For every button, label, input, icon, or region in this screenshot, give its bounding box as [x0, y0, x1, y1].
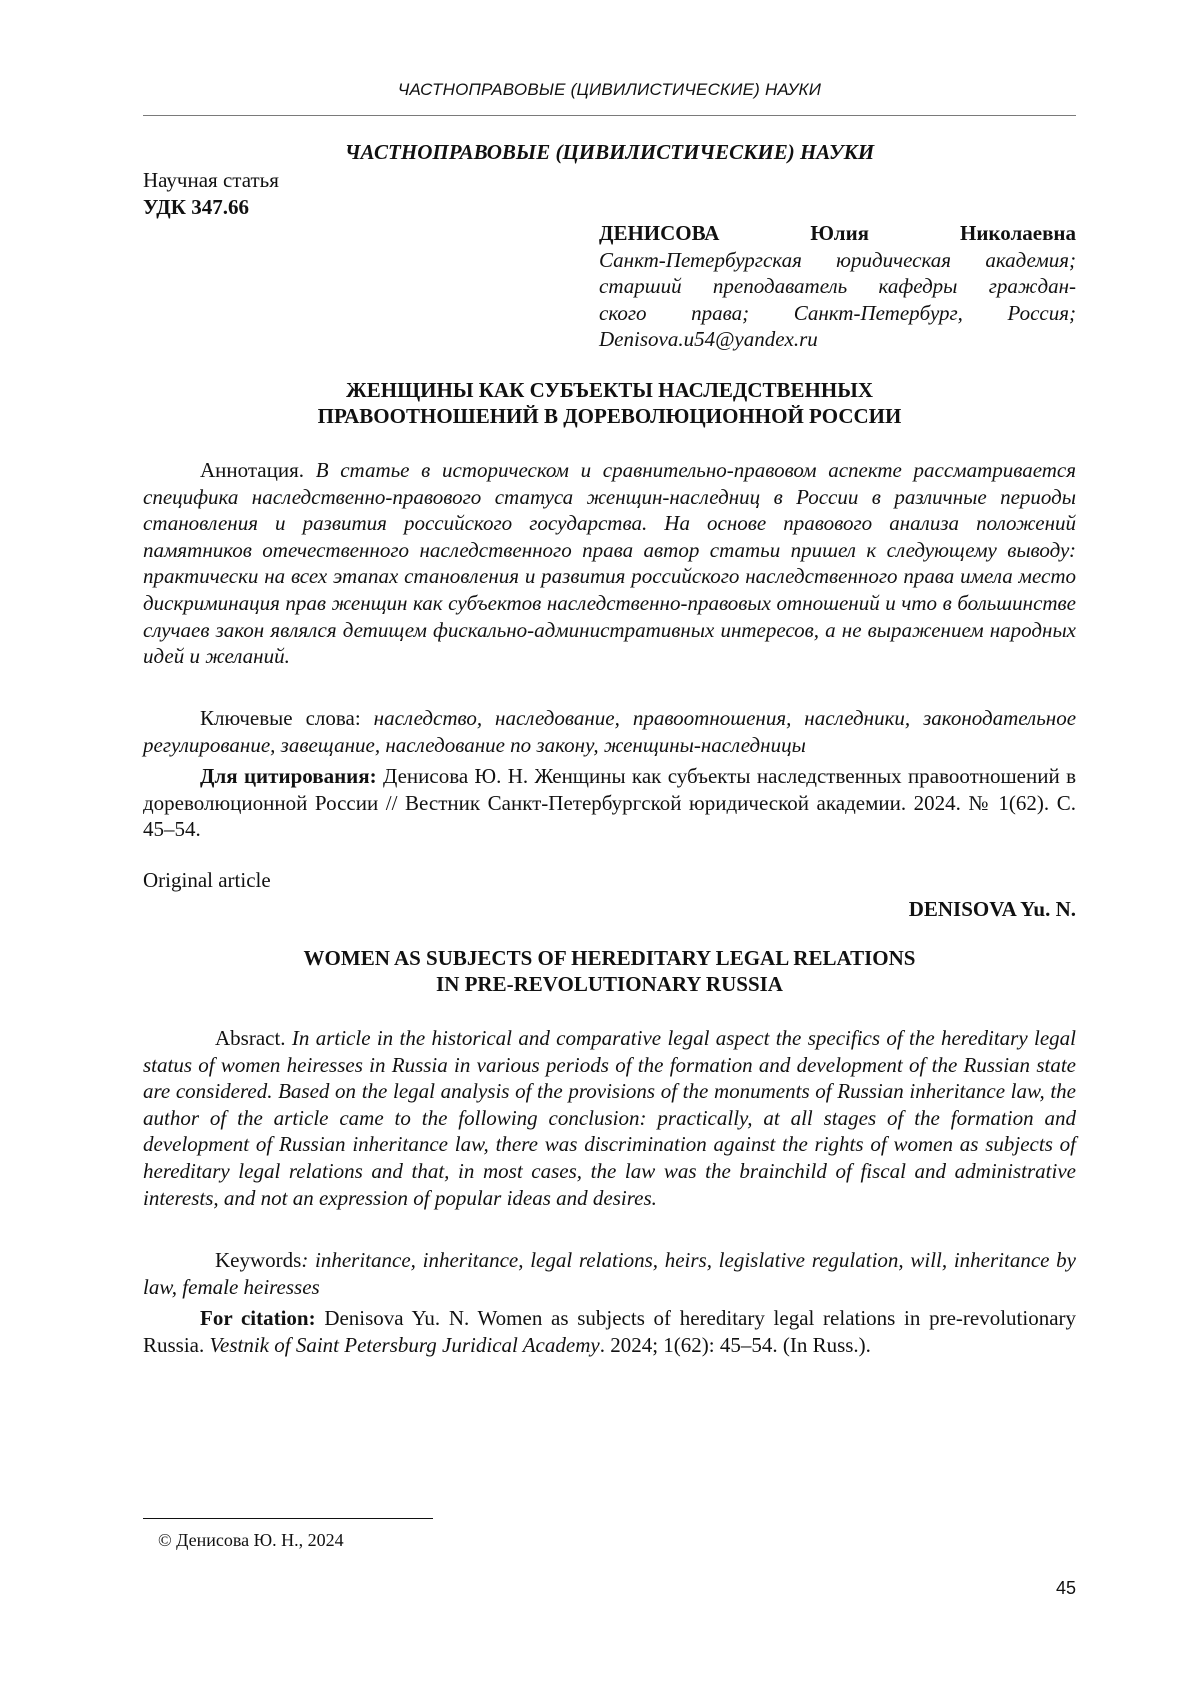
- keywords-ru: [143, 705, 1076, 758]
- abstract-text-en: In article in the historical and comparative legal aspect the specifics of the hereditary legal status of women heiresses in Russia in various periods of the formation and development of the Russian state are considered. Based on the legal analysis of the provisions of the monuments of Russian inheritance law, the author of the article came to the following conclusion: practically, at all stages of the formation and development of Russian inheritance law, there was discrimination against the rights of women as subjects of hereditary legal relations and that, in most cases, the law was the brainchild of fiscal and administrative interests, and not an expression of popular ideas and desires.: [143, 1026, 1076, 1210]
- author-name-ru: [599, 220, 1076, 247]
- article-title-ru: [143, 377, 1076, 429]
- keywords-label-en: Keywords: [215, 1248, 302, 1272]
- citation-ru: [143, 763, 1076, 843]
- title-line: IN PRE-REVOLUTIONARY RUSSIA: [436, 972, 783, 996]
- article-title-en: [143, 945, 1076, 997]
- citation-tail-en: . 2024; 1(62): 45–54. (In Russ.).: [599, 1332, 871, 1357]
- author-patronymic: Николаевна: [959, 221, 1077, 245]
- abstract-label-ru: Аннотация.: [200, 458, 305, 482]
- citation-en: [143, 1305, 1076, 1358]
- section-title: ЧАСТНОПРАВОВЫЕ (ЦИВИЛИСТИЧЕСКИЕ) НАУКИ: [344, 140, 875, 164]
- affiliation-line: старший преподаватель кафедры граждан-: [599, 274, 1076, 298]
- title-line: ПРАВООТНОШЕНИЙ В ДОРЕВОЛЮЦИОННОЙ РОССИИ: [317, 404, 902, 428]
- title-line: WOMEN AS SUBJECTS OF HEREDITARY LEGAL RELATIONS: [303, 946, 916, 970]
- author-affiliation: [599, 247, 1076, 353]
- author-email: Denisova.u54@yandex.ru: [599, 327, 818, 351]
- running-header: ЧАСТНОПРАВОВЫЕ (ЦИВИЛИСТИЧЕСКИЕ) НАУКИ: [397, 80, 822, 99]
- author-given-name: Юлия: [810, 221, 870, 245]
- citation-label-ru: Для цитирования:: [200, 764, 377, 788]
- abstract-en: [143, 1025, 1076, 1211]
- abstract-label-en: Absract.: [215, 1026, 286, 1050]
- citation-text-en: Denisova Yu. N. Women as subjects of hereditary legal relations in pre-revolutionary Russia.: [143, 1306, 1077, 1357]
- citation-journal-en: Vestnik of Saint Petersburg Juridical Academy: [209, 1332, 600, 1357]
- affiliation-line: Санкт-Петербургская юридическая академия;: [599, 247, 1076, 272]
- citation-label-en: For citation:: [200, 1306, 316, 1330]
- keywords-text-en: : inheritance, inheritance, legal relations, heirs, legislative regulation, will, inheritance by law, female heiresses: [143, 1248, 1076, 1299]
- keywords-en: [143, 1247, 1076, 1300]
- copyright-note: © Денисова Ю. Н., 2024: [158, 1530, 344, 1550]
- citation-text-ru: Денисова Ю. Н. Женщины как субъекты наследственных правоотношений в дореволюционной России // Вестник Санкт-Петербургской юридической академии. 2024. № 1(62). С. 45–54.: [143, 764, 1076, 842]
- header-rule: [143, 115, 1076, 116]
- author-name-en: DENISOVA Yu. N.: [908, 897, 1076, 921]
- abstract-ru: [143, 457, 1076, 670]
- abstract-text-ru: В статье в историческом и сравнительно-правовом аспекте рассматривается специфика наследственно-правового статуса женщин-наследниц в России в различные периоды становления и развития российского государства. На основе правового анализа положений памятников отечественного наследственного права автор статьи пришел к следующему выводу: практически на всех этапах становления и развития российского наследственного права имела место дискриминация прав женщин как субъектов наследственно-правовых отношений и что в большинстве случаев закон являлся детищем фискально-административных интересов, а не выражением народных идей и желаний.: [143, 458, 1077, 669]
- keywords-label-ru: Ключевые слова:: [200, 706, 361, 730]
- udk-code: УДК 347.66: [143, 195, 249, 219]
- article-type-en: Original article: [143, 868, 271, 892]
- page-number: 45: [1055, 1578, 1076, 1598]
- keywords-text-ru: наследство, наследование, правоотношения, наследники, законодательное регулирование, завещание, наследование по закону, женщины-наследницы: [143, 706, 1077, 757]
- affiliation-line: ского права; Санкт-Петербург, Россия;: [599, 300, 1076, 325]
- article-type-ru: Научная статья: [143, 168, 279, 192]
- author-surname: ДЕНИСОВА: [599, 221, 720, 245]
- title-line: ЖЕНЩИНЫ КАК СУБЪЕКТЫ НАСЛЕДСТВЕННЫХ: [346, 378, 873, 402]
- footnote-rule: [143, 1518, 433, 1519]
- author-block-ru: [599, 220, 1076, 353]
